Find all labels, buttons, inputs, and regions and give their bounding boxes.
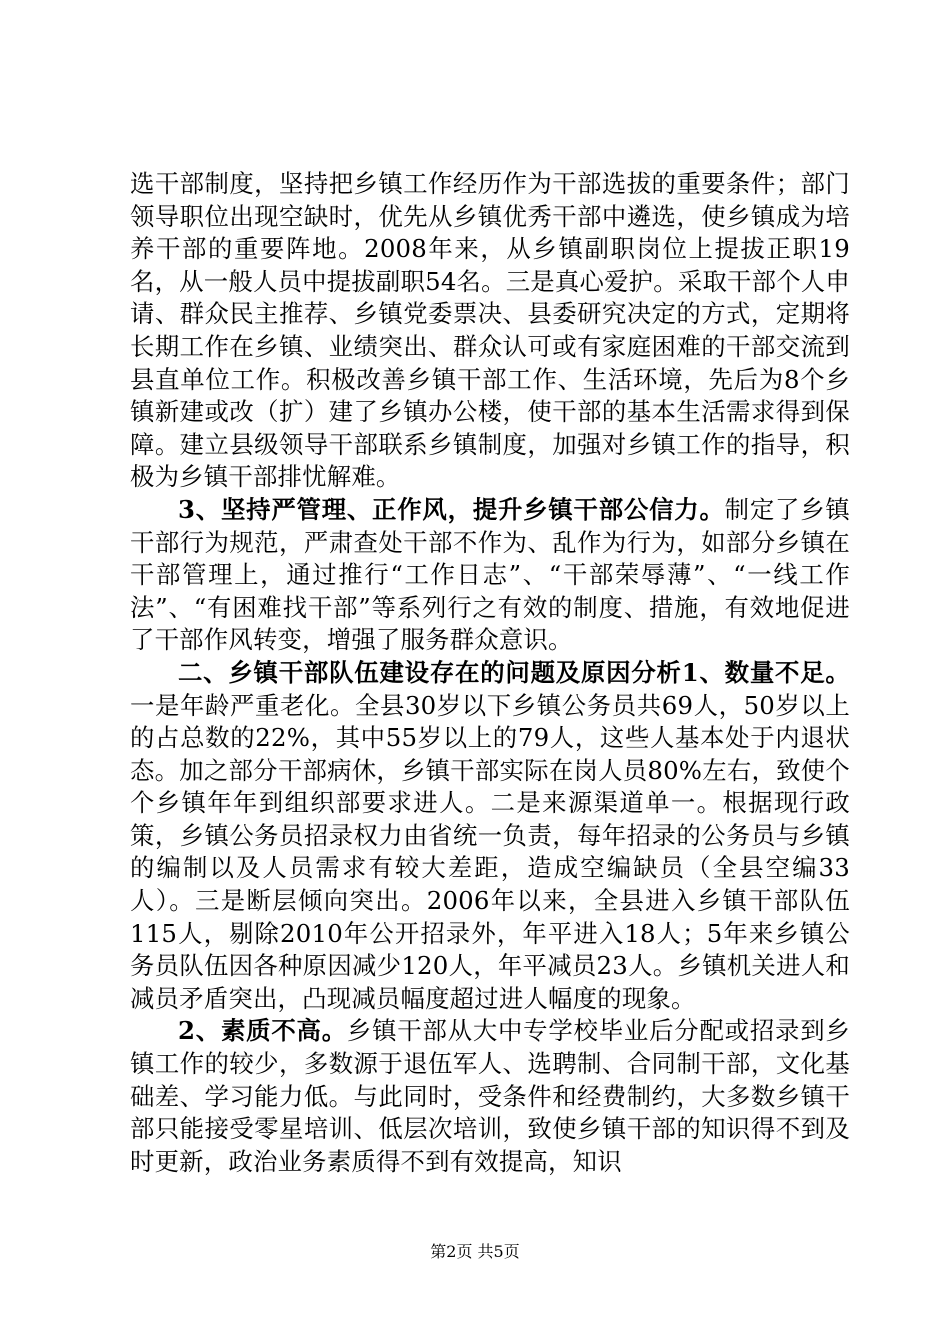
document-body xyxy=(130,168,850,1178)
paragraph-3 xyxy=(130,657,850,1016)
paragraph-3-text: 一是年龄严重老化。全县30岁以下乡镇公务员共69人，50岁以上的占总数的22%，其中55岁以上的79人，这些人基本处于内退状态。加之部分干部病休，乡镇干部实际在岗人员80%左右，致使个个乡镇年年到组织部要求进人。二是来源渠道单一。根据现行政策，乡镇公务员招录权力由省统一负责，每年招录的公务员与乡镇的编制以及人员需求有较大差距，造成空编缺员（全县空编33人）。三是断层倾向突出。2006年以来，全县进入乡镇干部队伍115人，剔除2010年公开招录外，年平进入18人；5年来乡镇公务员队伍因各种原因减少120人，年平减员23人。乡镇机关进人和减员矛盾突出，凸现减员幅度超过进人幅度的现象。 xyxy=(130,690,850,1013)
paragraph-2-text: 制定了乡镇干部行为规范，严肃查处干部不作为、乱作为行为，如部分乡镇在干部管理上，通过推行“工作日志”、“干部荣辱薄”、“一线工作法”、“有困难找干部”等系列行之有效的制度、措施，有效地促进了干部作风转变，增强了服务群众意识。 xyxy=(130,494,850,655)
paragraph-2 xyxy=(130,494,850,657)
paragraph-3-heading: 二、乡镇干部队伍建设存在的问题及原因分析1、数量不足。 xyxy=(178,657,850,687)
paragraph-1-text: 选干部制度，坚持把乡镇工作经历作为干部选拔的重要条件；部门领导职位出现空缺时，优先从乡镇优秀干部中遴选，使乡镇成为培养干部的重要阵地。2008年来，从乡镇副职岗位上提拔正职19名，从一般人员中提拔副职54名。三是真心爱护。采取干部个人申请、群众民主推荐、乡镇党委票决、县委研究决定的方式，定期将长期工作在乡镇、业绩突出、群众认可或有家庭困难的干部交流到县直单位工作。积极改善乡镇干部工作、生活环境，先后为8个乡镇新建或改（扩）建了乡镇办公楼，使干部的基本生活需求得到保障。建立县级领导干部联系乡镇制度，加强对乡镇工作的指导，积极为乡镇干部排忧解难。 xyxy=(130,169,850,492)
paragraph-4-heading: 2、素质不高。 xyxy=(178,1016,347,1046)
page-footer: 第2页 共5页 xyxy=(430,1242,520,1261)
paragraph-4-text: 乡镇干部从大中专学校毕业后分配或招录到乡镇工作的较少，多数源于退伍军人、选聘制、合同制干部，文化基础差、学习能力低。与此同时，受条件和经费制约，大多数乡镇干部只能接受零星培训、低层次培训，致使乡镇干部的知识得不到及时更新，政治业务素质得不到有效提高，知识 xyxy=(130,1016,850,1176)
paragraph-1 xyxy=(130,168,850,494)
paragraph-2-heading: 3、坚持严管理、正作风，提升乡镇干部公信力。 xyxy=(178,494,725,524)
paragraph-4 xyxy=(130,1015,850,1178)
